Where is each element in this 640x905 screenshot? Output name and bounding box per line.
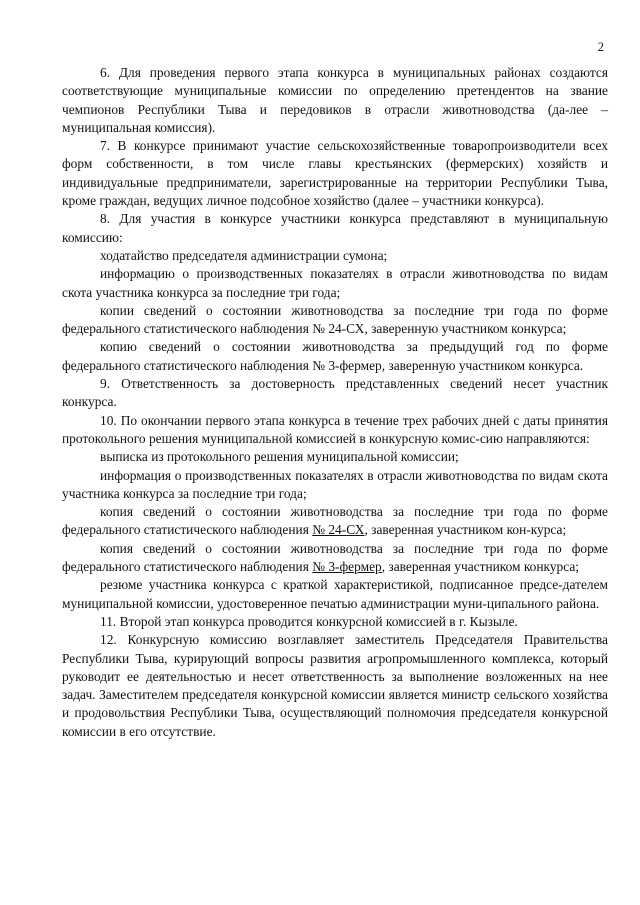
paragraph-text: , заверенная участником кон-курса;	[364, 522, 567, 538]
paragraph: выписка из протокольного решения муниципальной комиссии;	[100, 449, 459, 465]
paragraph: 8. Для участия в конкурсе участники конкурса представляют в муниципальную комиссию:	[62, 211, 608, 245]
paragraph-text: , заверенная участником конкурса;	[381, 559, 580, 575]
paragraph	[62, 540, 608, 577]
document-body	[62, 64, 608, 741]
paragraph: 11. Второй этап конкурса проводится конкурсной комиссией в г. Кызыле.	[100, 613, 518, 629]
paragraph: ходатайство председателя администрации сумона;	[100, 247, 388, 263]
underlined-form-number: № 3-фермер	[312, 559, 382, 575]
paragraph: 12. Конкурсную комиссию возглавляет заместитель Председателя Правительства Республики Тыва, курирующий вопросы развития агропромышленного комплекса, который руководит ее деятельностью и несет ответственность за выполнение возложенных на нее задач. Заместителем председателя конкурсной комиссии является министр сельского хозяйства и продовольствия Республики Тыва, осуществляющий полномочия председателя конкурсной комиссии в его отсутствие.	[62, 632, 608, 739]
paragraph: копию сведений о состоянии животноводства за предыдущий год по форме федерального статистического наблюдения № 3-фермер, заверенную участником конкурса.	[62, 339, 608, 373]
paragraph: информацию о производственных показателях в отрасли животноводства по видам скота участника конкурса за последние три года;	[62, 266, 608, 300]
paragraph: копии сведений о состоянии животноводства за последние три года по форме федерального статистического наблюдения № 24-СХ, заверенную участником конкурса;	[62, 302, 608, 337]
paragraph	[62, 503, 608, 540]
paragraph: 7. В конкурсе принимают участие сельскохозяйственные товаропроизводители всех форм собственности, в том числе главы крестьянских (фермерских) хозяйств и индивидуальные предприниматели, зарегистрированные на территории Республики Тыва, кроме граждан, ведущих личное подсобное хозяйство (далее – участники конкурса).	[62, 138, 608, 209]
paragraph: информация о производственных показателях в отрасли животноводства по видам скота участника конкурса за последние три года;	[62, 467, 608, 501]
paragraph-text: копия сведений о состоянии животноводства за последние три года по форме федерального статистического наблюдения	[62, 540, 608, 575]
underlined-form-number: № 24-СХ	[312, 522, 365, 538]
page-number: 2	[597, 40, 604, 54]
paragraph: резюме участника конкурса с краткой характеристикой, подписанное предсе-дателем муниципальной комиссии, удостоверенное печатью администрации муни-ципального района.	[62, 577, 608, 611]
paragraph: 6. Для проведения первого этапа конкурса в муниципальных районах создаются соответствующие муниципальные комиссии по определению претендентов на звание чемпионов Республики Тыва и передовиков в отрасли животноводства (да-лее – муниципальная комиссия).	[62, 65, 608, 135]
paragraph-text: копия сведений о состоянии животноводства за последние три года по форме федерального статистического наблюдения	[62, 504, 608, 538]
paragraph: 9. Ответственность за достоверность представленных сведений несет участник конкурса.	[62, 376, 608, 410]
paragraph: 10. По окончании первого этапа конкурса в течение трех рабочих дней с даты принятия протокольного решения муниципальной комиссией в конкурсную комис-сию направляются:	[62, 412, 608, 446]
